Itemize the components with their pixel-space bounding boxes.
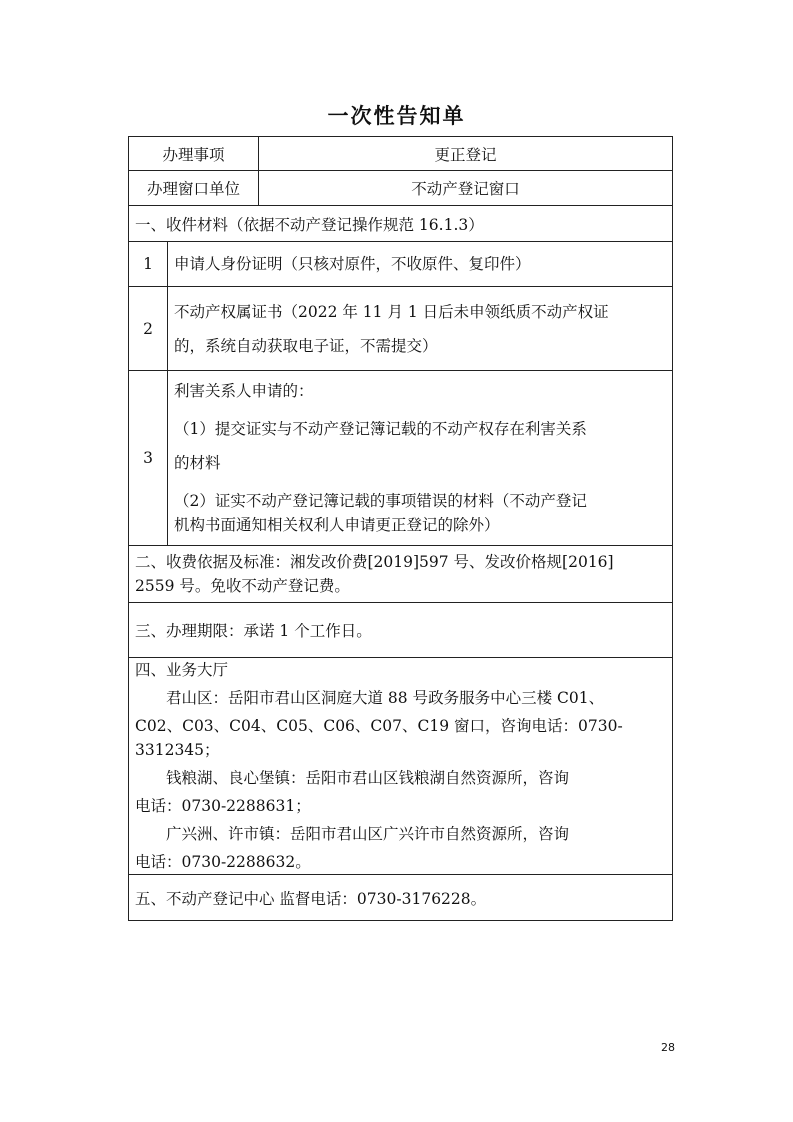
notice-table (128, 136, 673, 921)
materials-heading-row (129, 206, 673, 242)
material-number: 1 (129, 242, 168, 287)
material-row-3 (129, 371, 673, 546)
unit-value: 不动产登记窗口 (259, 171, 673, 206)
materials-heading: 一、收件材料（依据不动产登记操作规范 16.1.3） (129, 206, 673, 242)
hall-line: 电话：0730-2288631； (135, 797, 311, 815)
hall-line: C02、C03、C04、C05、C06、C07、C19 窗口，咨询电话：0730-3312345； (135, 717, 623, 759)
deadline-text: 三、办理期限：承诺 1 个工作日。 (129, 603, 673, 658)
hall-line: 钱粮湖、良心堡镇：岳阳市君山区钱粮湖自然资源所，咨询 (166, 769, 570, 787)
halls-heading: 四、业务大厅 (135, 661, 229, 679)
item-row (129, 137, 673, 171)
material-row-2 (129, 287, 673, 371)
fees-text (129, 546, 673, 603)
item-value: 更正登记 (259, 137, 673, 171)
page-number: 28 (661, 1041, 675, 1054)
material-line: 不动产权属证书（2022 年 11 月 1 日后未申领纸质不动产权证 (174, 302, 609, 321)
unit-label: 办理窗口单位 (129, 171, 259, 206)
material-line: 的，系统自动获取电子证，不需提交） (174, 336, 438, 355)
material-line: （1）提交证实与不动产登记簿记载的不动产权存在利害关系 (174, 420, 587, 438)
material-line: 机构书面通知相关权利人申请更正登记的除外） (174, 516, 500, 534)
supervision-row (129, 875, 673, 921)
material-text-3 (168, 371, 673, 546)
material-line: 的材料 (174, 454, 221, 472)
material-line: 申请人身份证明（只核对原件，不收原件、复印件） (174, 255, 531, 273)
hall-line: 君山区：岳阳市君山区洞庭大道 88 号政务服务中心三楼 C01、 (166, 689, 605, 707)
fees-line: 2559 号。免收不动产登记费。 (135, 577, 350, 595)
hall-line: 广兴洲、许市镇：岳阳市君山区广兴许市自然资源所，咨询 (166, 825, 570, 843)
halls-text (129, 658, 673, 875)
unit-row (129, 171, 673, 206)
item-label: 办理事项 (129, 137, 259, 171)
material-number: 2 (129, 287, 168, 371)
material-row-1 (129, 242, 673, 287)
material-text-1 (168, 242, 673, 287)
material-number: 3 (129, 371, 168, 546)
hall-line: 电话：0730-2288632。 (135, 853, 311, 871)
fees-line: 二、收费依据及标准：湘发改价费[2019]597 号、发改价格规[2016] (135, 553, 614, 571)
page-title: 一次性告知单 (327, 104, 466, 128)
material-text-2 (168, 287, 673, 371)
material-line: （2）证实不动产登记簿记载的事项错误的材料（不动产登记 (174, 492, 587, 510)
material-line: 利害关系人申请的： (174, 382, 314, 400)
fees-row (129, 546, 673, 603)
deadline-row (129, 603, 673, 658)
supervision-text: 五、不动产登记中心 监督电话：0730-3176228。 (129, 875, 673, 921)
halls-row (129, 658, 673, 875)
